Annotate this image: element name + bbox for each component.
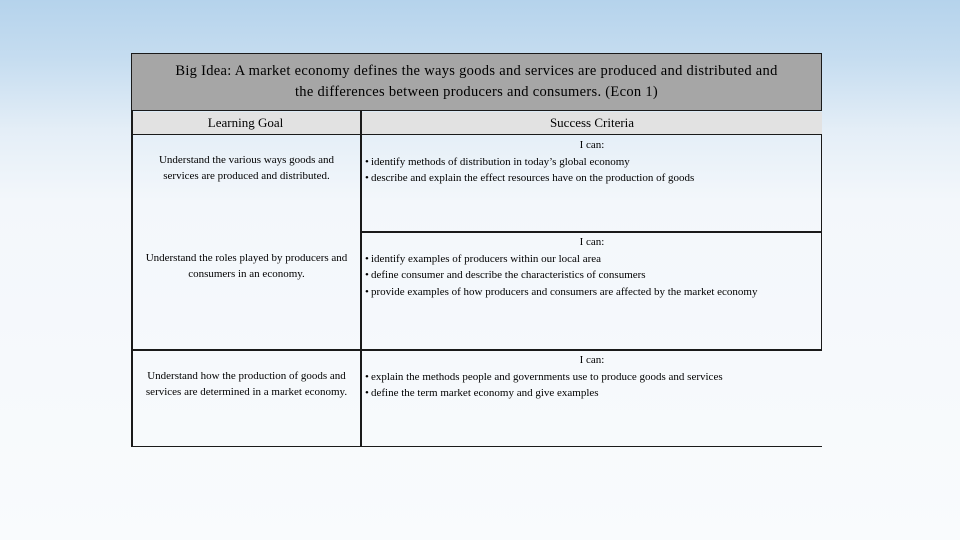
row-2-bottom-border [131,349,822,351]
list-item [363,284,821,301]
list-item [363,170,821,187]
bullet-icon: • [365,269,369,281]
table-bottom-border [131,446,822,448]
list-item-text: identify methods of distribution in today’s global economy [371,155,630,168]
row-2-goal-line-2: consumers in an economy. [188,268,305,280]
learning-goal-header: Learning Goal [131,112,360,135]
goals-table [131,53,822,447]
list-item [363,385,821,402]
list-item [363,154,821,171]
row-3-goal-line-1: Understand how the production of goods and [147,370,346,382]
list-item-text: describe and explain the effect resources have on the production of goods [371,172,695,184]
bullet-icon: • [365,285,369,298]
row-1-criteria [363,137,821,187]
bullet-icon: • [365,252,369,265]
row-3-goal [131,368,362,400]
row-1-ican: I can: [579,139,605,151]
row-2-ican: I can: [579,236,605,248]
big-idea-banner [131,53,822,111]
row-3-criteria [363,352,821,402]
list-item-text: define consumer and describe the characteristics of consumers [371,269,646,281]
bullet-icon: • [365,155,369,168]
row-1-goal-line-2: services are produced and distributed. [163,170,330,182]
row-3-goal-line-2: services are determined in a market economy. [145,386,348,398]
row-1-bottom-border [360,231,822,233]
bullet-icon: • [365,370,369,383]
row-1-goal-line-1: Understand the various ways goods and [158,154,335,166]
row-1-goal [133,152,360,184]
bullet-icon: • [365,172,369,184]
list-item [363,267,821,284]
row-2-goal [131,250,362,282]
list-item [363,369,821,386]
list-item-text: define the term market economy and give examples [371,387,599,399]
list-item-text: explain the methods people and governments use to produce goods and services [371,370,723,383]
big-idea-line-2: the differences between producers and consumers. (Econ 1) [294,84,659,100]
big-idea-line-1: Big Idea: A market economy defines the ways goods and services are produced and distributed and [175,63,778,79]
success-criteria-header: Success Criteria [362,112,822,135]
bullet-icon: • [365,387,369,399]
row-2-criteria [363,234,821,300]
row-2-goal-line-1: Understand the roles played by producers and [145,252,348,264]
list-item-text: provide examples of how producers and consumers are affected by the market economy [371,285,758,298]
list-item-text: identify examples of producers within our local area [371,252,602,265]
row-3-ican: I can: [579,354,605,366]
list-item [363,251,821,268]
